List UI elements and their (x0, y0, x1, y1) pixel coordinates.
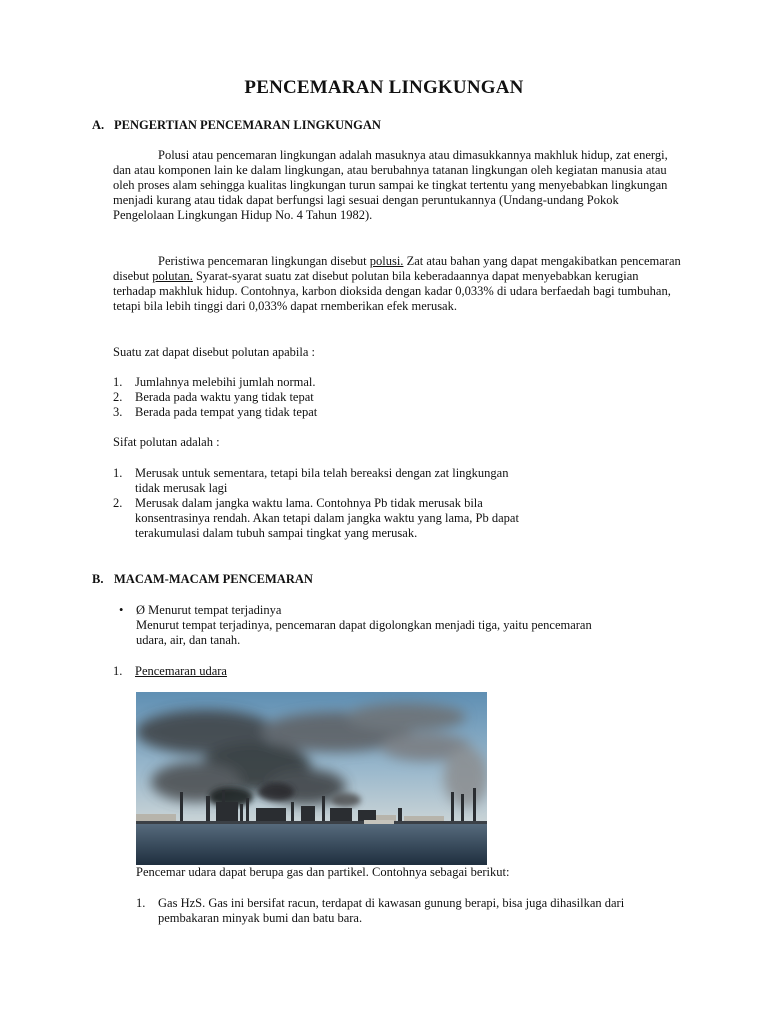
polutan-intro: Suatu zat dapat disebut polutan apabila : (113, 345, 316, 359)
section-a-paragraph-2 (113, 254, 681, 314)
sifat-intro: Sifat polutan adalah : (113, 435, 220, 449)
page-title: PENCEMARAN LINGKUNGAN (244, 77, 524, 98)
section-b-number: B. (92, 572, 104, 586)
bullet-title: Ø Menurut tempat terjadinya (136, 603, 282, 617)
para2-text-a: Peristiwa pencemaran lingkungan disebut (158, 254, 370, 268)
section-a-paragraph-1: Polusi atau pencemaran lingkungan adalah masuknya atau dimasukkannya makhluk hidup, zat energi, dan atau komponen lain ke dalam lingkungan, atau berubahnya tatanan lingkungan oleh kegiatan manusia atau oleh proses alam sehingga kualitas lingkungan turun sampai ke tingkat tertentu yang menyebabkan lingkungan menjadi kurang atau tidak dapat berfungsi lagi sesuai dengan peruntukannya (Undang-undang Pokok Pengelolaan Lingkungan Hidup No. 4 Tahun 1982). (113, 148, 668, 222)
bullet-paragraph: Menurut tempat terjadinya, pencemaran dapat digolongkan menjadi tiga, yaitu pencemaran udara, air, dan tanah. (136, 618, 592, 647)
term-polusi: polusi. (369, 254, 404, 268)
para2-text-c: Syarat-syarat suatu zat disebut polutan bila keberadaannya dapat menyebabkan kerugian terhadap makhluk hidup. Contohnya, karbon dioksida dengan kadar 0,033% di udara berfaedah bagi tumbuhan, tetapi bila lebih tinggi dari 0,033% dapat rnemberikan efek merusak. (113, 269, 671, 313)
para2-text-b: Zat atau bahan yang dapat mengakibatkan pencemaran disebut (113, 254, 681, 283)
subsection-number: 1. (113, 664, 123, 678)
bullet-icon: • (119, 603, 124, 617)
term-polutan: polutan. (152, 269, 193, 283)
air-pollution-photo (136, 692, 487, 865)
section-a-title: PENGERTIAN PENCEMARAN LINGKUNGAN (114, 118, 381, 132)
section-a-heading (92, 118, 381, 133)
subsection-title: Pencemaran udara (135, 664, 227, 678)
section-b-title: MACAM-MACAM PENCEMARAN (114, 572, 313, 586)
section-a-number: A. (92, 118, 105, 132)
section-b-heading (92, 572, 313, 587)
document-page: PENCEMARAN LINGKUNGAN A. PENGERTIAN PENCEMARAN LINGKUNGAN Polusi atau pencemaran lingkungan adalah masuknya atau dimasukkannya makhluk hidup, zat energi, dan atau komponen lain ke dalam lingkungan, atau berubahnya tatanan lingkungan oleh kegiatan manusia atau oleh proses alam sehingga kualitas lingkungan turun sampai ke tingkat tertentu yang menyebabkan lingkungan menjadi kurang atau tidak dapat berfungsi lagi sesuai dengan peruntukannya (Undang-undang Pokok Pengelolaan Lingkungan Hidup No. 4 Tahun 1982). Peristiwa pencemaran lingkungan disebut polusi. Zat atau bahan yang dapat mengakibatkan pencemaran disebut polutan. Syarat-syarat suatu zat disebut polutan bila keberadaannya dapat menyebabkan kerugian terhadap makhluk hidup. Contohnya, karbon dioksida dengan kadar 0,033% di udara berfaedah bagi tumbuhan, tetapi bila lebih tinggi dari 0,033% dapat rnemberikan efek merusak. Suatu zat dapat disebut polutan apabila : 1. Jumlahnya melebihi jumlah normal. 2. Berada pada waktu yang tidak tepat 3. Berada pada tempat yang tidak tepat Sifat polutan adalah : 1. Merusak untuk sementara, tetapi bila telah bereaksi dengan zat lingkungan tidak merusak lagi 2. Merusak dalam jangka waktu lama. Contohnya Pb tidak merusak bila konsentrasinya rendah. Akan tetapi dalam jangka waktu yang lama, Pb dapat terakumulasi dalam tubuh sampai tingkat yang merusak. B. MACAM-MACAM PENCEMARAN • Ø Menurut tempat terjadinya Menurut tempat terjadinya, pencemaran dapat digolongkan menjadi tiga, yaitu pencemaran udara, air, dan tanah. 1. Pencemaran udara Pencemar udara dapat berupa gas dan partikel. Contohnya sebagai berikut: 1. Gas HzS. Gas ini bersifat racun, terdapat di kawasan gunung berapi, bisa juga dihasilkan dari pembakaran minyak bumi dan batu bara. (0, 0, 768, 1024)
photo-caption: Pencemar udara dapat berupa gas dan partikel. Contohnya sebagai berikut: (136, 865, 510, 879)
